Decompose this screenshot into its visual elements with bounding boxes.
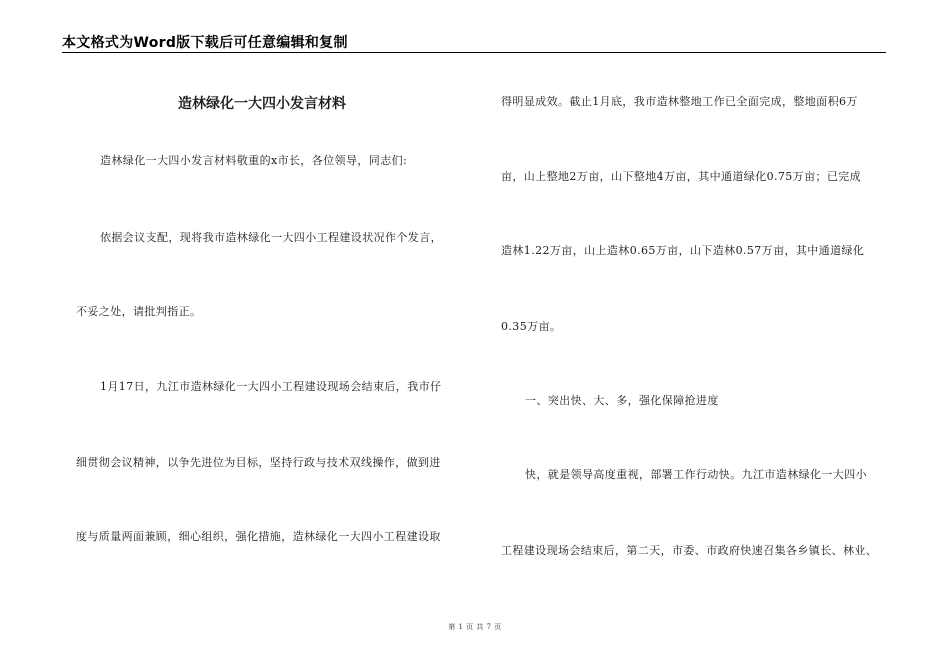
page-number: 第 1 页 共 7 页	[448, 623, 502, 631]
paragraph-line: 亩，山上整地2万亩，山下整地4万亩，其中通道绿化0.75万亩；已完成	[501, 170, 862, 183]
document-title: 造林绿化一大四小发言材料	[178, 96, 346, 112]
header-text: 本文格式为Word版下载后可任意编辑和复制	[62, 35, 348, 51]
section-heading: 一、突出快、大、多，强化保障抢进度	[525, 394, 719, 407]
paragraph-line: 快，就是领导高度重视，部署工作行动快。九江市造林绿化一大四小	[525, 468, 867, 481]
paragraph-line: 1月17日，九江市造林绿化一大四小工程建设现场会结束后，我市仔	[100, 380, 442, 393]
paragraph-line: 依据会议支配，现将我市造林绿化一大四小工程建设状况作个发言，	[100, 231, 442, 244]
page-header	[62, 28, 886, 53]
paragraph-line: 不妥之处，请批判指正。	[76, 305, 202, 318]
paragraph-line: 度与质量两面兼顾，细心组织，强化措施，造林绿化一大四小工程建设取	[76, 530, 441, 543]
paragraph-line: 得明显成效。截止1月底，我市造林整地工作已全面完成，整地面积6万	[501, 95, 858, 108]
paragraph-line: 0.35万亩。	[501, 320, 562, 333]
paragraph-line: 造林绿化一大四小发言材料敬重的x市长，各位领导，同志们:	[100, 154, 408, 167]
paragraph-line: 细贯彻会议精神，以争先进位为目标，坚持行政与技术双线操作，做到进	[76, 456, 441, 469]
paragraph-line: 工程建设现场会结束后，第二天，市委、市政府快速召集各乡镇长、林业、	[501, 544, 878, 557]
paragraph-line: 造林1.22万亩，山上造林0.65万亩，山下造林0.57万亩，其中通道绿化	[501, 244, 865, 257]
